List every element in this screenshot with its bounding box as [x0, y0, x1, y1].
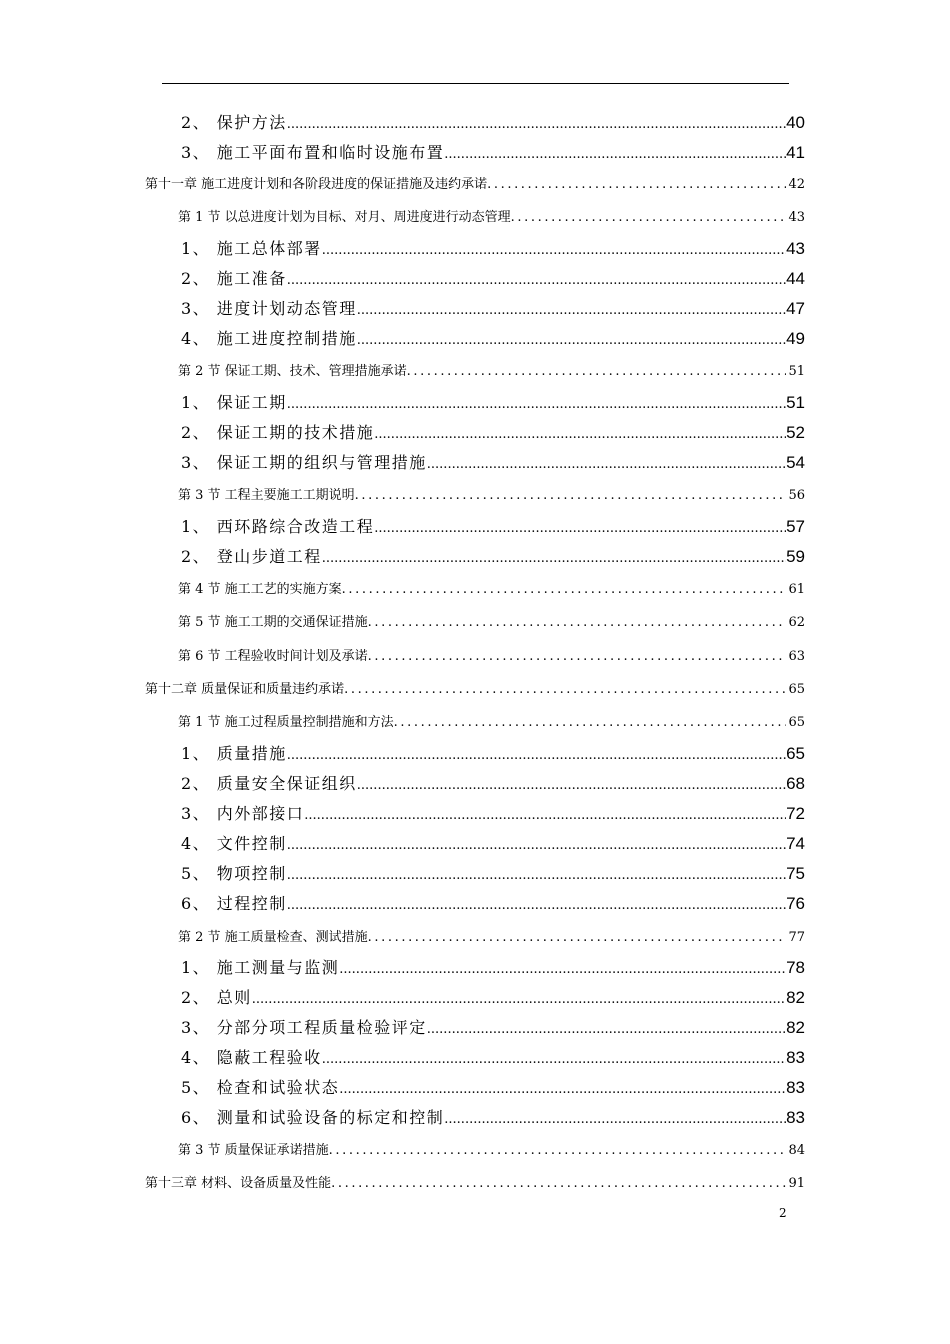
toc-entry-label: 2、 保护方法	[181, 113, 287, 132]
toc-entry-label: 4、 隐蔽工程验收	[181, 1048, 322, 1067]
toc-entry-label: 3、 施工平面布置和临时设施布置	[181, 143, 445, 162]
toc-section[interactable]	[178, 611, 805, 630]
toc-entry-page: 91	[788, 1176, 805, 1191]
toc-entry[interactable]	[181, 1075, 805, 1098]
toc-entry[interactable]	[181, 390, 805, 413]
toc-entry-page: 41	[786, 143, 805, 162]
toc-entry-page: 59	[786, 547, 805, 566]
toc-entry-label: 1、 西环路综合改造工程	[181, 517, 375, 536]
toc-leader-dots	[331, 1176, 786, 1191]
toc-entry-page: 47	[786, 299, 805, 318]
toc-entry-label: 5、 检查和试验状态	[181, 1078, 340, 1097]
toc-entry-label: 6、 过程控制	[181, 894, 287, 913]
toc-entry-page: 83	[786, 1048, 805, 1067]
toc-leader-dots	[427, 1022, 786, 1037]
toc-entry-label: 2、 质量安全保证组织	[181, 774, 357, 793]
toc-leader-dots	[368, 649, 787, 664]
toc-entry[interactable]	[181, 861, 805, 884]
toc-entry-page: 40	[786, 113, 805, 132]
toc-entry-page: 84	[788, 1143, 805, 1158]
toc-chapter[interactable]	[145, 678, 805, 697]
toc-entry[interactable]	[181, 891, 805, 914]
toc-entry-page: 65	[788, 682, 805, 697]
toc-entry-page: 75	[786, 864, 805, 883]
toc-entry-label: 1、 施工测量与监测	[181, 958, 340, 977]
toc-leader-dots	[287, 117, 786, 132]
toc-leader-dots	[304, 808, 786, 823]
toc-entry-page: 65	[786, 744, 805, 763]
header-rule	[162, 83, 789, 84]
toc-entry-page: 51	[788, 364, 805, 379]
toc-leader-dots	[287, 898, 786, 913]
toc-entry-page: 43	[786, 239, 805, 258]
toc-entry-label: 3、 保证工期的组织与管理措施	[181, 453, 427, 472]
page-number: 2	[779, 1206, 787, 1220]
toc-leader-dots	[368, 930, 787, 945]
toc-entry-page: 54	[786, 453, 805, 472]
toc-entry-page: 56	[788, 488, 805, 503]
toc-entry[interactable]	[181, 955, 805, 978]
toc-leader-dots	[357, 303, 786, 318]
toc-section[interactable]	[178, 206, 805, 225]
toc-entry-page: 44	[786, 269, 805, 288]
toc-entry-label: 2、 保证工期的技术措施	[181, 423, 375, 442]
toc-chapter[interactable]	[145, 173, 805, 192]
toc-entry-label: 1、 保证工期	[181, 393, 287, 412]
toc-entry[interactable]	[181, 1105, 805, 1128]
toc-leader-dots	[287, 273, 786, 288]
toc-leader-dots	[374, 427, 786, 442]
toc-entry-page: 65	[788, 715, 805, 730]
toc-entry[interactable]	[181, 831, 805, 854]
toc-entry[interactable]	[181, 326, 805, 349]
toc-entry[interactable]	[181, 266, 805, 289]
toc-leader-dots	[368, 615, 787, 630]
toc-entry-page: 62	[788, 615, 805, 630]
toc-leader-dots	[344, 682, 786, 697]
toc-entry-page: 83	[786, 1108, 805, 1127]
toc-leader-dots	[511, 210, 787, 225]
toc-entry-label: 第 5 节 施工工期的交通保证措施	[178, 615, 368, 630]
toc-leader-dots	[357, 333, 786, 348]
toc-entry-label: 2、 总则	[181, 988, 252, 1007]
toc-entry-label: 第 1 节 施工过程质量控制措施和方法	[178, 715, 394, 730]
toc-entry-page: 43	[788, 210, 805, 225]
toc-entry-label: 4、 施工进度控制措施	[181, 329, 357, 348]
toc-leader-dots	[322, 243, 786, 258]
toc-entry[interactable]	[181, 1015, 805, 1038]
toc-entry-label: 第 4 节 施工工艺的实施方案	[178, 582, 342, 597]
toc-entry-label: 第 3 节 工程主要施工工期说明	[178, 488, 355, 503]
toc-leader-dots	[342, 582, 787, 597]
toc-section[interactable]	[178, 645, 805, 664]
toc-entry-page: 52	[786, 423, 805, 442]
toc-entry[interactable]	[181, 420, 805, 443]
toc-leader-dots	[487, 177, 786, 192]
toc-entry-label: 第十三章 材料、设备质量及性能	[145, 1176, 332, 1191]
toc-chapter[interactable]	[145, 1172, 805, 1191]
toc-leader-dots	[339, 962, 786, 977]
toc-leader-dots	[444, 147, 786, 162]
toc-entry[interactable]	[181, 140, 805, 163]
toc-section[interactable]	[178, 926, 805, 945]
toc-leader-dots	[355, 488, 787, 503]
toc-entry-label: 5、 物项控制	[181, 864, 287, 883]
toc-entry-page: 76	[786, 894, 805, 913]
toc-entry-label: 6、 测量和试验设备的标定和控制	[181, 1108, 445, 1127]
toc-entry-page: 42	[788, 177, 805, 192]
toc-entry-page: 63	[788, 649, 805, 664]
toc-entry-label: 第 2 节 施工质量检查、测试措施	[178, 930, 368, 945]
toc-section[interactable]	[178, 360, 805, 379]
toc-leader-dots	[357, 778, 786, 793]
toc-entry-page: 74	[786, 834, 805, 853]
toc-entry-label: 第十一章 施工进度计划和各阶段进度的保证措施及违约承诺	[145, 177, 488, 192]
toc-entry-label: 2、 施工准备	[181, 269, 287, 288]
toc-section[interactable]	[178, 1139, 805, 1158]
toc-entry-page: 51	[786, 393, 805, 412]
toc-entry[interactable]	[181, 544, 805, 567]
toc-entry[interactable]	[181, 741, 805, 764]
toc-entry-page: 57	[786, 517, 805, 536]
toc-entry-label: 第十二章 质量保证和质量违约承诺	[145, 682, 345, 697]
toc-entry-label: 3、 分部分项工程质量检验评定	[181, 1018, 427, 1037]
toc-entry[interactable]	[181, 514, 805, 537]
toc-leader-dots	[407, 364, 787, 379]
toc-entry-label: 2、 登山步道工程	[181, 547, 322, 566]
toc-leader-dots	[287, 748, 786, 763]
toc-entry[interactable]	[181, 985, 805, 1008]
toc-section[interactable]	[178, 578, 805, 597]
toc-entry-label: 3、 进度计划动态管理	[181, 299, 357, 318]
toc-entry-label: 第 6 节 工程验收时间计划及承诺	[178, 649, 368, 664]
toc-leader-dots	[287, 397, 786, 412]
toc-section[interactable]	[178, 711, 805, 730]
toc-entry-label: 4、 文件控制	[181, 834, 287, 853]
toc-entry-page: 49	[786, 329, 805, 348]
toc-entry[interactable]	[181, 1045, 805, 1068]
toc-leader-dots	[287, 868, 786, 883]
toc-entry-page: 83	[786, 1078, 805, 1097]
toc-entry[interactable]	[181, 450, 805, 473]
toc-leader-dots	[444, 1112, 786, 1127]
toc-entry-page: 78	[786, 958, 805, 977]
toc-leader-dots	[322, 1052, 786, 1067]
toc-entry-label: 第 3 节 质量保证承诺措施	[178, 1143, 329, 1158]
toc-leader-dots	[394, 715, 787, 730]
toc-entry[interactable]	[181, 296, 805, 319]
toc-entry-label: 3、 内外部接口	[181, 804, 305, 823]
toc-entry-page: 72	[786, 804, 805, 823]
toc-entry-label: 第 2 节 保证工期、技术、管理措施承诺	[178, 364, 407, 379]
toc-leader-dots	[252, 992, 786, 1007]
toc-leader-dots	[329, 1143, 787, 1158]
toc-leader-dots	[339, 1082, 786, 1097]
toc-entry-page: 68	[786, 774, 805, 793]
toc-leader-dots	[287, 838, 786, 853]
toc-entry[interactable]	[181, 110, 805, 133]
toc-entry[interactable]	[181, 771, 805, 794]
toc-entry-label: 1、 质量措施	[181, 744, 287, 763]
toc-section[interactable]	[178, 484, 805, 503]
toc-leader-dots	[427, 457, 786, 472]
toc-entry[interactable]	[181, 801, 805, 824]
toc-entry-label: 第 1 节 以总进度计划为目标、对月、周进度进行动态管理	[178, 210, 511, 225]
toc-entry[interactable]	[181, 236, 805, 259]
toc-leader-dots	[322, 551, 786, 566]
toc-entry-page: 77	[788, 930, 805, 945]
toc-entry-page: 82	[786, 1018, 805, 1037]
toc-leader-dots	[374, 521, 786, 536]
toc-entry-page: 82	[786, 988, 805, 1007]
toc-entry-page: 61	[788, 582, 805, 597]
toc-entry-label: 1、 施工总体部署	[181, 239, 322, 258]
